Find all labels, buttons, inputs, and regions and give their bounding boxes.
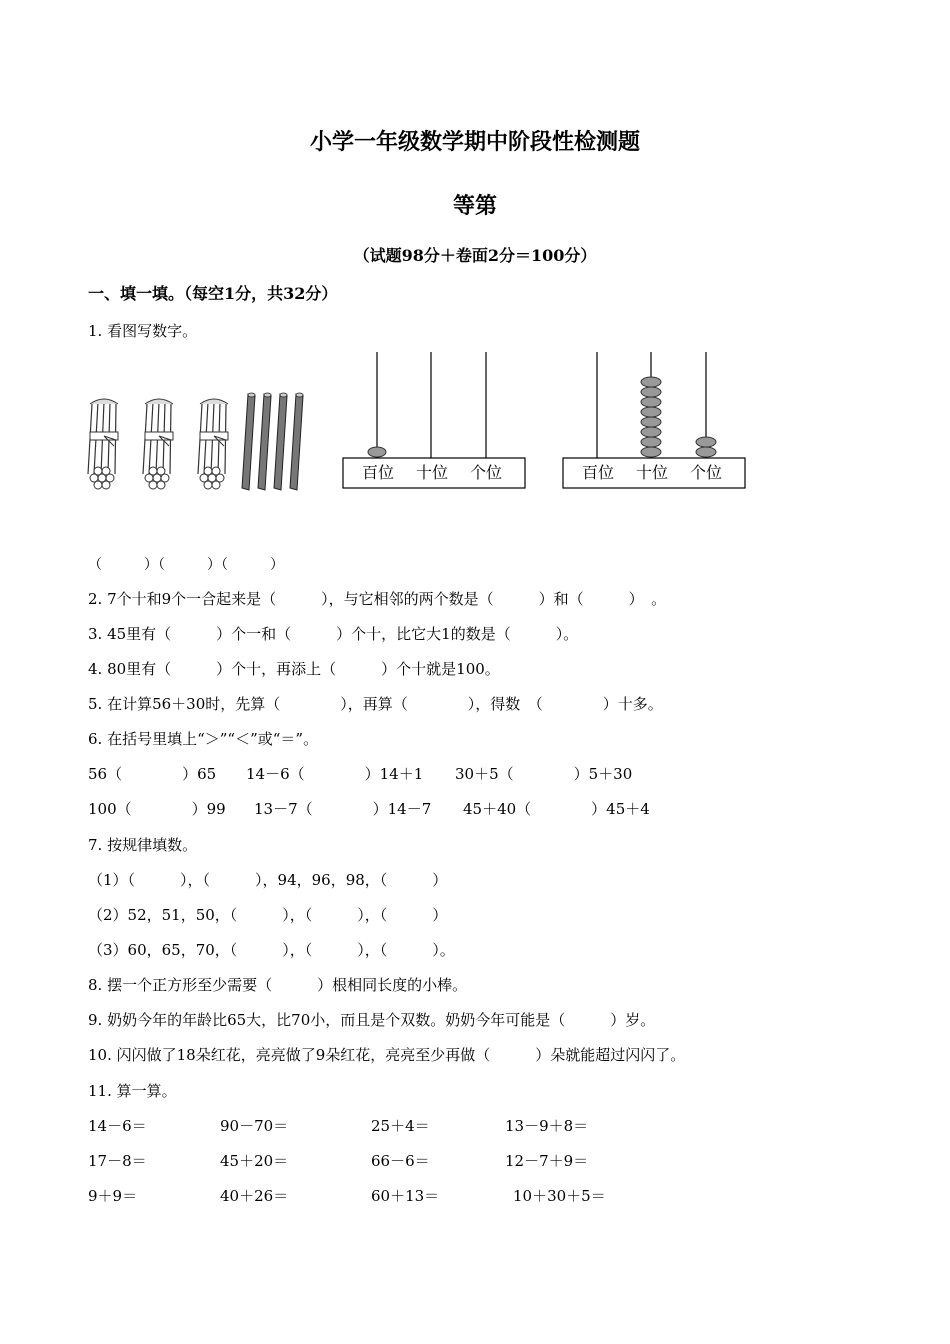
q6-compare-6: 45＋40（ ）45＋4 (463, 800, 650, 818)
calc-item: 25＋4＝ (371, 1117, 430, 1135)
single-stick (258, 393, 271, 490)
abacus-1-label-tens: 十位 (416, 463, 449, 482)
page-title: 小学一年级数学期中阶段性检测题 (309, 129, 640, 155)
abacus-2-label-tens: 十位 (636, 463, 669, 482)
stick-bundle (198, 399, 228, 489)
calc-item: 17－8＝ (88, 1152, 147, 1170)
q7-item-2: （2）52，51，50，（ ），（ ），（ ） (88, 906, 448, 924)
q7-item-3: （3）60，65，70，（ ），（ ），（ ）。 (88, 941, 455, 959)
q6-label: 6. 在括号里填上“＞”“＜”或“＝”。 (88, 730, 319, 748)
stick-bundles-figure (82, 390, 322, 495)
q4-text: 4. 80里有（ ）个十，再添上（ ）个十就是100。 (88, 660, 500, 678)
q3-text: 3. 45里有（ ）个一和（ ）个十，比它大1的数是（ ）。 (88, 625, 579, 643)
calc-item: 45＋20＝ (220, 1152, 289, 1170)
calc-item: 14－6＝ (88, 1117, 147, 1135)
q2-text: 2. 7个十和9个一合起来是（ ），与它相邻的两个数是（ ）和（ ） 。 (88, 590, 667, 608)
single-stick (274, 393, 287, 490)
calc-item: 60＋13＝ (371, 1187, 440, 1205)
calc-item: 10＋30＋5＝ (513, 1187, 606, 1205)
calc-item: 13－9＋8＝ (505, 1117, 589, 1135)
calc-item: 66－6＝ (371, 1152, 430, 1170)
q7-item-1: （1）（ ），（ ），94，96，98，（ ） (88, 871, 448, 889)
stick-bundle (143, 399, 173, 489)
q6-compare-3: 30＋5（ ）5＋30 (455, 765, 633, 783)
single-stick (290, 393, 303, 490)
q6-compare-4: 100（ ）99 (88, 800, 226, 818)
stick-bundle (88, 399, 118, 489)
q8-text: 8. 摆一个正方形至少需要（ ）根相同长度的小棒。 (88, 976, 468, 994)
calc-item: 9＋9＝ (88, 1187, 138, 1205)
abacus-1-label-ones: 个位 (470, 463, 503, 482)
q6-compare-1: 56（ ）65 (88, 765, 217, 783)
scoring-note: （试题98分＋卷面2分＝100分） (353, 246, 597, 265)
abacus-bead (368, 447, 386, 457)
q1-label: 1. 看图写数字。 (88, 322, 198, 340)
single-stick (242, 393, 255, 490)
abacus-2-label-hundreds: 百位 (582, 463, 615, 482)
q10-text: 10. 闪闪做了18朵红花，亮亮做了9朵红花，亮亮至少再做（ ）朵就能超过闪闪了。 (88, 1046, 686, 1064)
q6-compare-5: 13－7（ ）14－7 (254, 800, 432, 818)
calc-item: 12－7＋9＝ (505, 1152, 589, 1170)
q6-compare-2: 14－6（ ）14＋1 (246, 765, 424, 783)
section-1-heading: 一、填一填。（每空1分，共32分） (88, 284, 338, 303)
q5-text: 5. 在计算56＋30时，先算（ ），再算（ ），得数 （ ）十多。 (88, 695, 663, 713)
abacus-2-label-ones: 个位 (690, 463, 723, 482)
abacus-1-label-hundreds: 百位 (362, 463, 395, 482)
q9-text: 9. 奶奶今年的年龄比65大，比70小，而且是个双数。奶奶今年可能是（ ）岁。 (88, 1011, 656, 1029)
calc-item: 40＋26＝ (220, 1187, 289, 1205)
calc-item: 90－70＝ (220, 1117, 289, 1135)
q1-answer-blanks[interactable]: （ ）（ ）（ ） (88, 557, 284, 573)
q11-label: 11. 算一算。 (88, 1082, 177, 1100)
q7-label: 7. 按规律填数。 (88, 836, 198, 854)
grade-label: 等第 (452, 193, 497, 219)
